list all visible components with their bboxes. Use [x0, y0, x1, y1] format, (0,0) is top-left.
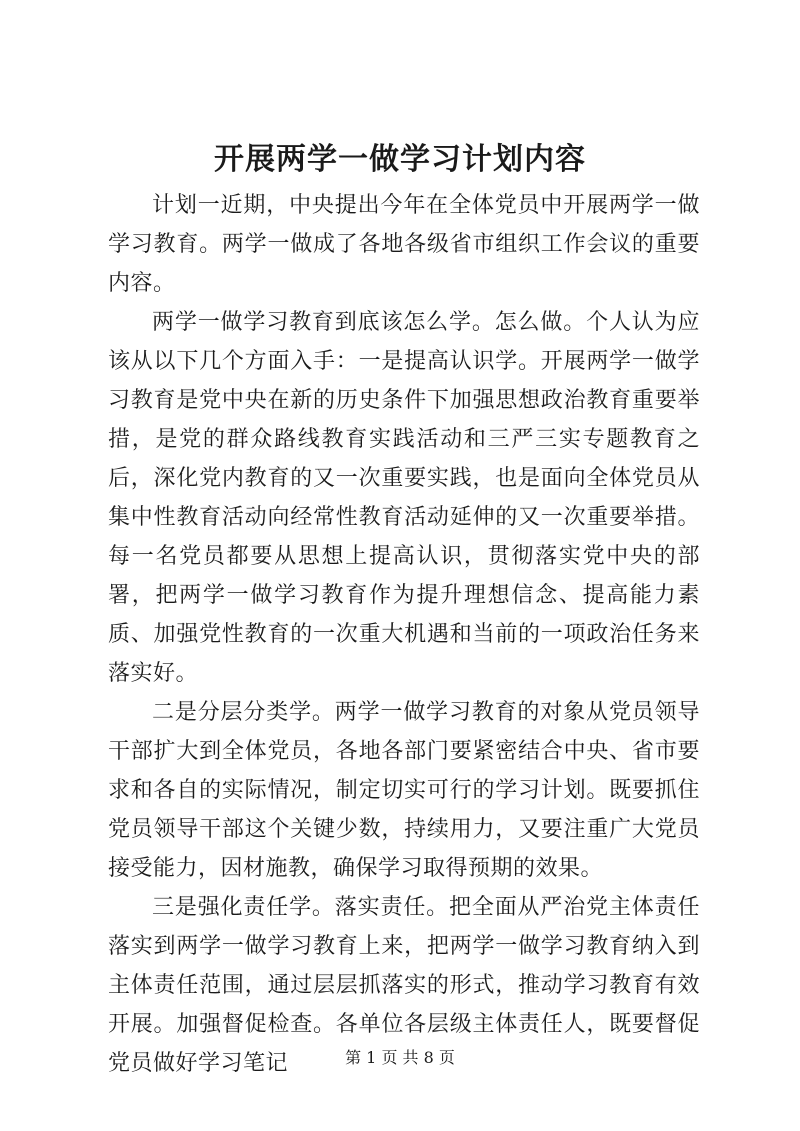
paragraph-4: 三是强化责任学。落实责任。把全面从严治党主体责任落实到两学一做学习教育上来，把两学一做学习教育纳入到主体责任范围，通过层层抓落实的形式，推动学习教育有效开展。加强督促检查。各单位各层级主体责任人，既要督促党员做好学习笔记 — [108, 895, 700, 1076]
document-title: 开展两学一做学习计划内容 — [214, 142, 586, 177]
page-footer: 第 1 页 共 8 页 — [345, 1048, 455, 1067]
document-body — [108, 186, 700, 1083]
paragraph-3: 二是分层分类学。两学一做学习教育的对象从党员领导干部扩大到全体党员，各地各部门要紧密结合中央、省市要求和各自的实际情况，制定切实可行的学习计划。既要抓住党员领导干部这个关键少数，持续用力，又要注重广大党员接受能力，因材施教，确保学习取得预期的效果。 — [108, 700, 700, 881]
paragraph-2: 两学一做学习教育到底该怎么学。怎么做。个人认为应该从以下几个方面入手：一是提高认识学。开展两学一做学习教育是党中央在新的历史条件下加强思想政治教育重要举措，是党的群众路线教育实践活动和三严三实专题教育之后，深化党内教育的又一次重要实践，也是面向全体党员从集中性教育活动向经常性教育活动延伸的又一次重要举措。每一名党员都要从思想上提高认识，贯彻落实党中央的部署，把两学一做学习教育作为提升理想信念、提高能力素质、加强党性教育的一次重大机遇和当前的一项政治任务来落实好。 — [108, 310, 700, 686]
paragraph-1: 计划一近期，中央提出今年在全体党员中开展两学一做学习教育。两学一做成了各地各级省市组织工作会议的重要内容。 — [108, 193, 700, 296]
